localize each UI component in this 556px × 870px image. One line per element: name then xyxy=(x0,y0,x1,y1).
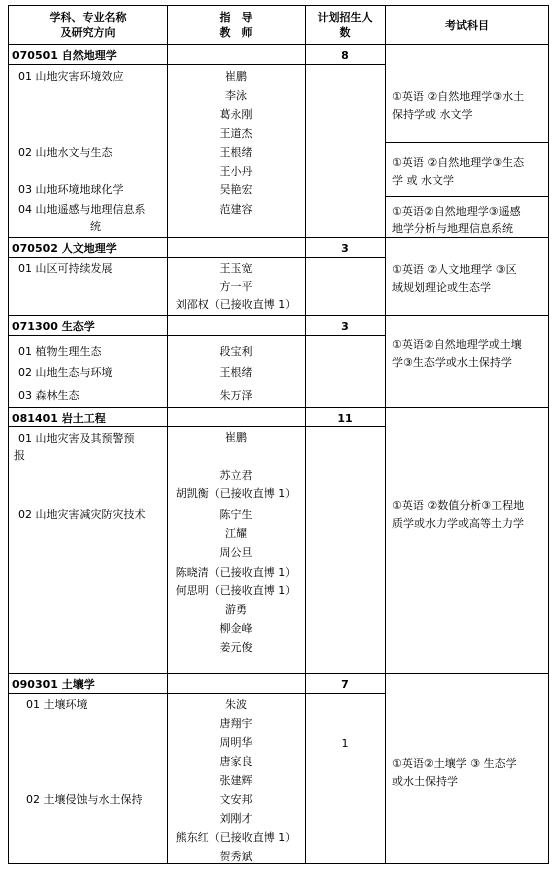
advisor-name: 范建容 xyxy=(219,203,253,216)
advisor-name: 周公旦 xyxy=(219,546,253,559)
exam-subjects: ①英语 ②自然地理学③生态 xyxy=(392,156,525,169)
direction-item: 02 土壤侵蚀与水土保持 xyxy=(26,793,143,806)
exam-subjects: 学 或 水文学 xyxy=(392,174,454,187)
header-quota-line1: 计划招生人 xyxy=(317,11,373,24)
table-border-right xyxy=(548,5,549,863)
advisor-name: 王道杰 xyxy=(219,127,253,140)
quota-extra-value: 1 xyxy=(341,737,349,750)
advisor-name: 姜元俊 xyxy=(219,641,253,654)
advisor-name: 何思明（已接收直博 1） xyxy=(175,584,297,597)
major-code: 071300 生态学 xyxy=(12,320,95,333)
direction-item: 01 山地灾害及其预警预 xyxy=(18,432,135,445)
advisor-name: 崔鹏 xyxy=(225,70,247,83)
section-divider xyxy=(8,315,549,316)
direction-item: 02 山地生态与环境 xyxy=(18,366,113,379)
quota-value: 7 xyxy=(341,678,349,691)
advisor-name: 张建辉 xyxy=(219,774,253,787)
header-bottom-line xyxy=(8,44,549,45)
quota-value: 8 xyxy=(341,49,349,62)
direction-item: 01 植物生理生态 xyxy=(18,345,102,358)
advisor-name: 游勇 xyxy=(225,603,247,616)
quota-value: 3 xyxy=(341,242,349,255)
advisor-name: 胡凯衡（已接收直博 1） xyxy=(175,487,297,500)
major-code: 070501 自然地理学 xyxy=(12,49,117,62)
exam-subjects: 地学分析与地理信息系统 xyxy=(392,222,513,235)
header-quota-line2: 数 xyxy=(339,26,351,39)
advisor-name: 江耀 xyxy=(225,527,247,540)
advisor-name: 唐翔宇 xyxy=(219,717,253,730)
quota-value: 3 xyxy=(341,320,349,333)
section-divider xyxy=(8,237,549,238)
table-border-left xyxy=(8,5,9,863)
exam-row-line xyxy=(385,196,549,197)
advisor-name: 王根绪 xyxy=(219,366,253,379)
exam-subjects: ①英语 ②人文地理学 ③区 xyxy=(392,263,517,276)
header-subject-line1: 学科、专业名称 xyxy=(49,11,127,24)
advisor-name: 刘邵权（已接收直博 1） xyxy=(175,298,297,311)
advisor-name: 陈晓清（已接收直博 1） xyxy=(175,566,297,579)
exam-subjects: 质学或水力学或高等土力学 xyxy=(392,517,524,530)
direction-item: 统 xyxy=(90,220,101,233)
exam-subjects: ①英语 ②数值分析③工程地 xyxy=(392,499,525,512)
col-divider-2 xyxy=(305,5,306,863)
advisor-name: 吴艳宏 xyxy=(219,183,253,196)
header-exam-subjects: 考试科目 xyxy=(445,19,489,32)
direction-item: 01 山地灾害环境效应 xyxy=(18,70,124,83)
advisor-name: 刘刚才 xyxy=(219,812,253,825)
section-divider xyxy=(8,673,549,674)
advisor-name: 王根绪 xyxy=(219,146,253,159)
advisor-name: 崔鹏 xyxy=(225,431,247,444)
advisor-name: 朱波 xyxy=(225,698,247,711)
exam-subjects: 学③生态学或水土保持学 xyxy=(392,356,512,369)
exam-subjects: ①英语②自然地理学或土壤 xyxy=(392,338,522,351)
advisor-name: 柳金峰 xyxy=(219,622,253,635)
header-subject-line2: 及研究方向 xyxy=(60,26,116,39)
table-border-top xyxy=(8,5,549,6)
major-code: 081401 岩土工程 xyxy=(12,412,106,425)
major-code: 070502 人文地理学 xyxy=(12,242,117,255)
advisor-name: 李泳 xyxy=(225,89,247,102)
code-row-line xyxy=(8,335,386,336)
direction-item: 报 xyxy=(14,449,25,462)
advisor-name: 熊东红（已接收直博 1） xyxy=(175,831,297,844)
advisor-name: 葛永刚 xyxy=(219,108,253,121)
advisor-name: 王小丹 xyxy=(219,165,253,178)
quota-value: 11 xyxy=(337,412,353,425)
advisor-name: 苏立君 xyxy=(219,469,253,482)
advisor-name: 周明华 xyxy=(219,736,253,749)
advisor-name: 方一平 xyxy=(219,280,253,293)
direction-item: 01 土壤环境 xyxy=(26,698,88,711)
direction-item: 01 山区可持续发展 xyxy=(18,262,113,275)
advisor-name: 陈宁生 xyxy=(219,508,253,521)
exam-subjects: 或水土保持学 xyxy=(392,775,458,788)
code-row-line xyxy=(8,64,386,65)
advisor-name: 段宝利 xyxy=(219,345,253,358)
direction-item: 03 山地环境地球化学 xyxy=(18,183,124,196)
advisor-name: 王玉宽 xyxy=(219,262,253,275)
direction-item: 02 山地灾害减灾防灾技术 xyxy=(18,508,146,521)
exam-subjects: ①英语②土壤学 ③ 生态学 xyxy=(392,757,517,770)
col-divider-3 xyxy=(385,5,386,863)
direction-item: 02 山地水文与生态 xyxy=(18,146,113,159)
code-row-line xyxy=(8,257,386,258)
direction-item: 03 森林生态 xyxy=(18,389,80,402)
section-divider xyxy=(8,407,549,408)
header-advisor-line2: 教 师 xyxy=(219,26,253,39)
exam-subjects: ①英语②自然地理学③遥感 xyxy=(392,205,521,218)
advisor-name: 文安邦 xyxy=(219,793,253,806)
exam-subjects: 保持学或 水文学 xyxy=(392,108,473,121)
exam-row-line xyxy=(385,142,549,143)
exam-subjects: 域规划理论或生态学 xyxy=(392,281,491,294)
advisor-name: 朱万泽 xyxy=(219,389,253,402)
major-code: 090301 土壤学 xyxy=(12,678,95,691)
exam-subjects: ①英语 ②自然地理学③水土 xyxy=(392,90,525,103)
advisor-name: 唐家良 xyxy=(219,755,253,768)
advisor-name: 贺秀斌 xyxy=(219,850,253,863)
direction-item: 04 山地遥感与地理信息系 xyxy=(18,203,146,216)
header-advisor-line1: 指 导 xyxy=(219,11,253,24)
code-row-line xyxy=(8,426,386,427)
table-border-bottom xyxy=(8,863,549,864)
code-row-line xyxy=(8,693,386,694)
